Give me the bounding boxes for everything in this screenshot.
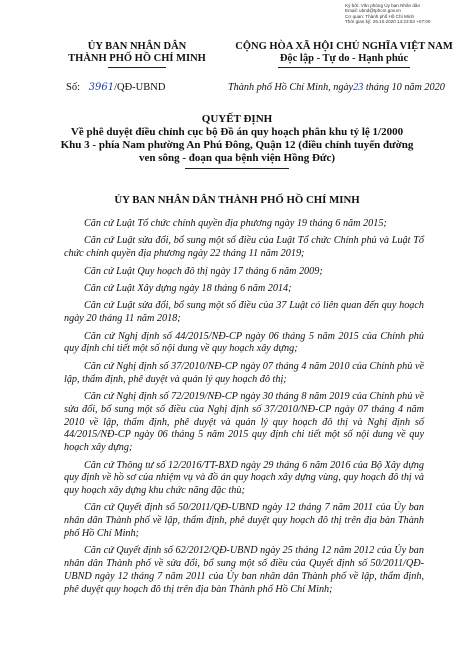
- digital-signature-box: [345, 3, 471, 25]
- title-subject-line: ven sông - đoạn qua bệnh viện Hồng Đức): [138, 152, 336, 164]
- authority-line-1: ỦY BAN NHÂN DÂN: [87, 41, 187, 52]
- document-number-label: Số:: [66, 82, 81, 93]
- signature-line: Ký bởi: Văn phòng Ủy ban Nhân dân: [345, 3, 421, 8]
- legal-basis-section: [64, 218, 424, 601]
- legal-basis-paragraph: Căn cứ Luật Tổ chức chính quyền địa phương ngày 19 tháng 6 năm 2015;: [84, 218, 387, 229]
- issue-date: [228, 82, 445, 93]
- legal-basis-paragraph: Căn cứ Luật sửa đổi, bổ sung một số điều của 37 Luật có liên quan đến quy hoạch ngày 20 tháng 11 năm 2018;: [64, 300, 424, 325]
- national-motto-header: [226, 41, 462, 68]
- signature-line: Thời gian ký: 26.10.2020 14:23:53 +07:00: [345, 19, 431, 25]
- document-number-suffix: /QĐ-UBND: [114, 82, 166, 93]
- date-suffix: tháng 10 năm 2020: [363, 82, 445, 93]
- document-number: [66, 82, 165, 93]
- motto: Độc lập - Tự do - Hạnh phúc: [279, 53, 409, 64]
- legal-basis-paragraph: Căn cứ Nghị định số 37/2010/NĐ-CP ngày 07 tháng 4 năm 2010 của Chính phủ về lập, thẩm định, phê duyệt và quản lý quy hoạch đô thị;: [64, 360, 424, 385]
- legal-basis-paragraph: Căn cứ Luật Quy hoạch đô thị ngày 17 tháng 6 năm 2009;: [84, 265, 323, 277]
- signature-line: Cơ quan: Thành phố Hồ Chí Minh: [345, 13, 415, 19]
- title-subject-line: Khu 3 - phía Nam phường An Phú Đông, Quận 12 (điều chỉnh tuyến đường: [60, 139, 414, 151]
- legal-basis-paragraph: Căn cứ Quyết định số 50/2011/QĐ-UBND ngày 12 tháng 7 năm 2011 của Ủy ban nhân dân Thành phố về lập, thẩm định, phê duyệt quy hoạch đô thị trên địa bàn Thành phố Hồ Chí Minh;: [64, 502, 424, 540]
- authority-line-2: THÀNH PHỐ HỒ CHÍ MINH: [68, 53, 206, 64]
- legal-basis-paragraph: Căn cứ Luật sửa đổi, bổ sung một số điều của Luật Tổ chức Chính phủ và Luật Tổ chức chính quyền địa phương ngày 22 tháng 11 năm 2019;: [64, 235, 424, 260]
- title-subject-line: Về phê duyệt điều chỉnh cục bộ Đồ án quy hoạch phân khu tỷ lệ 1/2000: [70, 126, 404, 138]
- header-left-rule: [108, 67, 166, 68]
- legal-basis-paragraph: Căn cứ Quyết định số 62/2012/QĐ-UBND ngày 25 tháng 12 năm 2012 của Ủy ban nhân dân Thành phố về sửa đổi, bổ sung một số điều của Quyết định số 50/2011/QĐ-UBND ngày 12 tháng 7 năm 2011 của Ủy ban nhân dân Thành phố về lập, thẩm định, phê duyệt quy hoạch đô thị trên địa bàn Thành phố Hồ Chí Minh;: [64, 545, 424, 595]
- legal-basis-paragraph: Căn cứ Thông tư số 12/2016/TT-BXD ngày 29 tháng 6 năm 2016 của Bộ Xây dựng quy định về hồ sơ của nhiệm vụ và đồ án quy hoạch xây dựng vùng, quy hoạch đô thị và quy hoạch xây dựng khu chức năng đặc thù;: [64, 459, 424, 497]
- legal-basis-paragraph: Căn cứ Nghị định số 72/2019/NĐ-CP ngày 30 tháng 8 năm 2019 của Chính phủ về sửa đổi, bổ sung một số điều của Nghị định số 37/2010/NĐ-CP ngày 07 tháng 4 năm 2010 về lập, thẩm định, phê duyệt và quản lý quy hoạch đô thị và Nghị định số 44/2015/NĐ-CP ngày 06 tháng 5 năm 2015 quy định chi tiết một số nội dung về quy hoạch xây dựng;: [64, 390, 424, 454]
- issuing-authority-header: [52, 41, 222, 68]
- legal-basis-paragraph: Căn cứ Nghị định số 44/2015/NĐ-CP ngày 06 tháng 5 năm 2015 của Chính phủ quy định chi tiết một số nội dung về quy hoạch xây dựng;: [64, 330, 424, 355]
- signature-line: Email: ubnd@tphcm.gov.vn: [345, 8, 401, 14]
- header-right-rule: [278, 67, 410, 68]
- document-number-value: 3961: [88, 82, 115, 93]
- document-title: [0, 113, 474, 169]
- date-day: 23: [353, 82, 364, 93]
- country-name: CỘNG HÒA XÃ HỘI CHỦ NGHĨA VIỆT NAM: [235, 41, 453, 52]
- legal-basis-paragraph: Căn cứ Luật Xây dựng ngày 18 tháng 6 năm 2014;: [84, 282, 292, 294]
- title-heading: QUYẾT ĐỊNH: [201, 113, 273, 125]
- title-rule: [185, 168, 289, 169]
- authority-heading: ỦY BAN NHÂN DÂN THÀNH PHỐ HỒ CHÍ MINH: [114, 194, 360, 206]
- date-prefix: Thành phố Hồ Chí Minh, ngày: [228, 82, 354, 93]
